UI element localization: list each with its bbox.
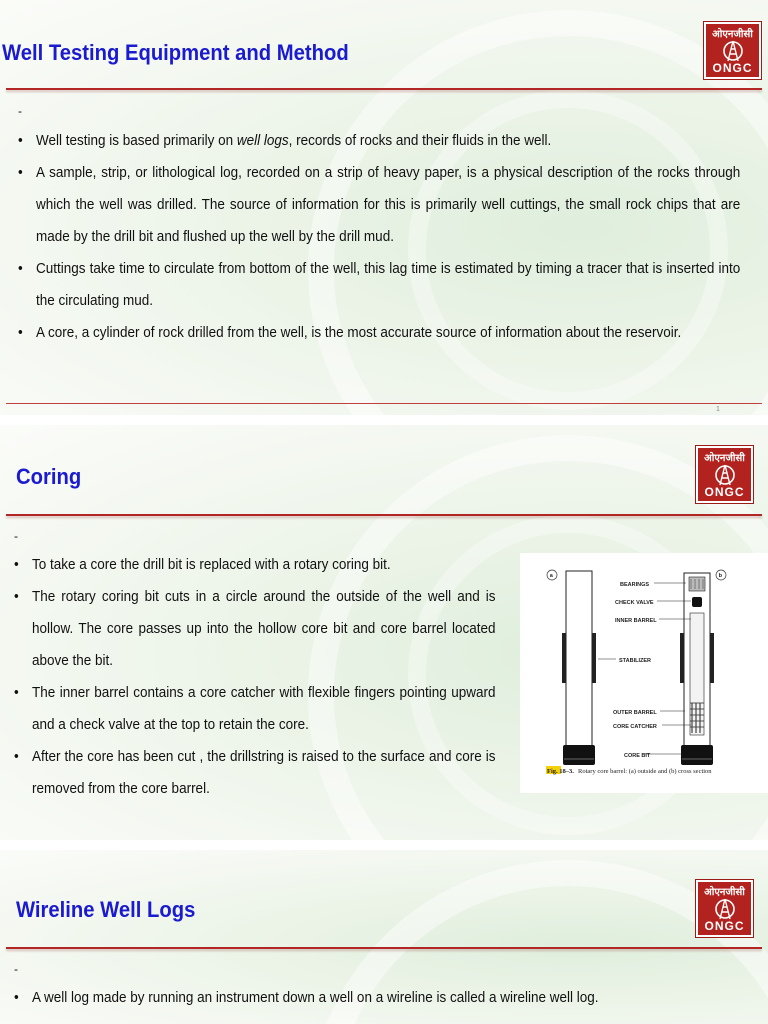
bullet-list	[14, 982, 737, 1014]
list-item	[14, 741, 496, 805]
label-check-valve: CHECK VALVE	[615, 600, 654, 606]
label-outer-barrel: OUTER BARREL	[613, 710, 657, 716]
bullet-text: A well log made by running an instrument down a well on a wireline is called a wireline well log.	[32, 989, 599, 1006]
dash-marker: -	[14, 529, 18, 543]
figure-label-a: a	[549, 573, 553, 579]
list-item	[18, 157, 740, 253]
bullet-text: The rotary coring bit cuts in a circle around the outside of the well and is hollow. The core passes up into the hollow core bit and core barrel located above the bit.	[32, 588, 496, 669]
logo-brand-text: ONGC	[704, 485, 745, 499]
slide-title: Wireline Well Logs	[16, 897, 196, 922]
core-barrel-diagram	[520, 553, 768, 793]
oil-rig-icon	[712, 464, 738, 486]
oil-rig-icon	[712, 898, 738, 920]
bullet-list	[14, 549, 496, 805]
bullet-list	[18, 125, 741, 349]
bullet-icon: •	[14, 684, 19, 701]
slide-title: Well Testing Equipment and Method	[2, 40, 349, 65]
logo-brand-text: ONGC	[712, 61, 753, 75]
list-item	[18, 125, 740, 157]
title-divider	[6, 514, 762, 516]
logo-hindi-text: ओएनजीसी	[704, 453, 745, 464]
list-item	[18, 317, 740, 349]
bullet-text: The inner barrel contains a core catcher with flexible fingers pointing upward and a check valve at the top to retain the core.	[32, 684, 496, 733]
label-core-catcher: CORE CATCHER	[613, 724, 657, 730]
slide-3	[0, 850, 768, 1024]
figure-caption: Rotary core barrel: (a) outside and (b) cross section	[578, 768, 712, 775]
ongc-logo	[704, 22, 761, 79]
slide-title: Coring	[16, 464, 82, 489]
bullet-icon: •	[14, 556, 19, 573]
bullet-text: Cuttings take time to circulate from bottom of the well, this lag time is estimated by timing a tracer that is inserted into the circulating mud.	[36, 260, 741, 309]
bullet-icon: •	[18, 132, 23, 149]
figure-caption-number: Fig. 18–3.	[547, 768, 574, 775]
dash-marker: -	[14, 962, 18, 976]
figure-label-b: b	[718, 573, 722, 579]
list-item	[14, 982, 736, 1014]
ongc-logo	[696, 880, 753, 937]
list-item	[14, 581, 496, 677]
bullet-text: A core, a cylinder of rock drilled from the well, is the most accurate source of information about the reservoir.	[36, 324, 682, 341]
logo-hindi-text: ओएनजीसी	[704, 887, 745, 898]
bullet-icon: •	[14, 748, 19, 765]
footer-divider	[6, 403, 762, 404]
dash-marker: -	[18, 104, 22, 118]
ongc-logo	[696, 446, 753, 503]
bullet-text: After the core has been cut , the drillstring is raised to the surface and core is removed from the core barrel.	[32, 748, 496, 797]
list-item	[14, 549, 496, 581]
bullet-icon: •	[18, 324, 23, 341]
page-number: 1	[716, 406, 720, 413]
title-divider	[6, 947, 762, 949]
bullet-text: , records of rocks and their fluids in the well.	[288, 132, 552, 149]
bullet-emphasis: well logs	[236, 132, 289, 149]
oil-rig-icon	[720, 40, 746, 62]
bullet-icon: •	[14, 588, 19, 605]
bullet-text: To take a core the drill bit is replaced with a rotary coring bit.	[32, 556, 391, 573]
bullet-text: A sample, strip, or lithological log, recorded on a strip of heavy paper, is a physical description of the rocks through which the well was drilled. The source of information for this is primarily well cuttings, the small rock chips that are made by the drill bit and flushed up the well by the drill mud.	[36, 164, 741, 245]
bullet-icon: •	[18, 164, 23, 181]
label-stabilizer: STABILIZER	[619, 658, 651, 664]
logo-hindi-text: ओएनजीसी	[712, 29, 753, 40]
slide-1	[0, 0, 768, 415]
slide-2	[0, 425, 768, 840]
core-barrel-figure	[520, 553, 768, 793]
bullet-icon: •	[18, 260, 23, 277]
label-core-bit: CORE BIT	[624, 753, 651, 759]
bullet-text: Well testing is based primarily on	[36, 132, 237, 149]
list-item	[18, 253, 740, 317]
title-divider	[6, 88, 762, 90]
logo-brand-text: ONGC	[704, 919, 745, 933]
label-inner-barrel: INNER BARREL	[615, 618, 657, 624]
label-bearings: BEARINGS	[620, 582, 650, 588]
bullet-icon: •	[14, 989, 19, 1006]
list-item	[14, 677, 496, 741]
